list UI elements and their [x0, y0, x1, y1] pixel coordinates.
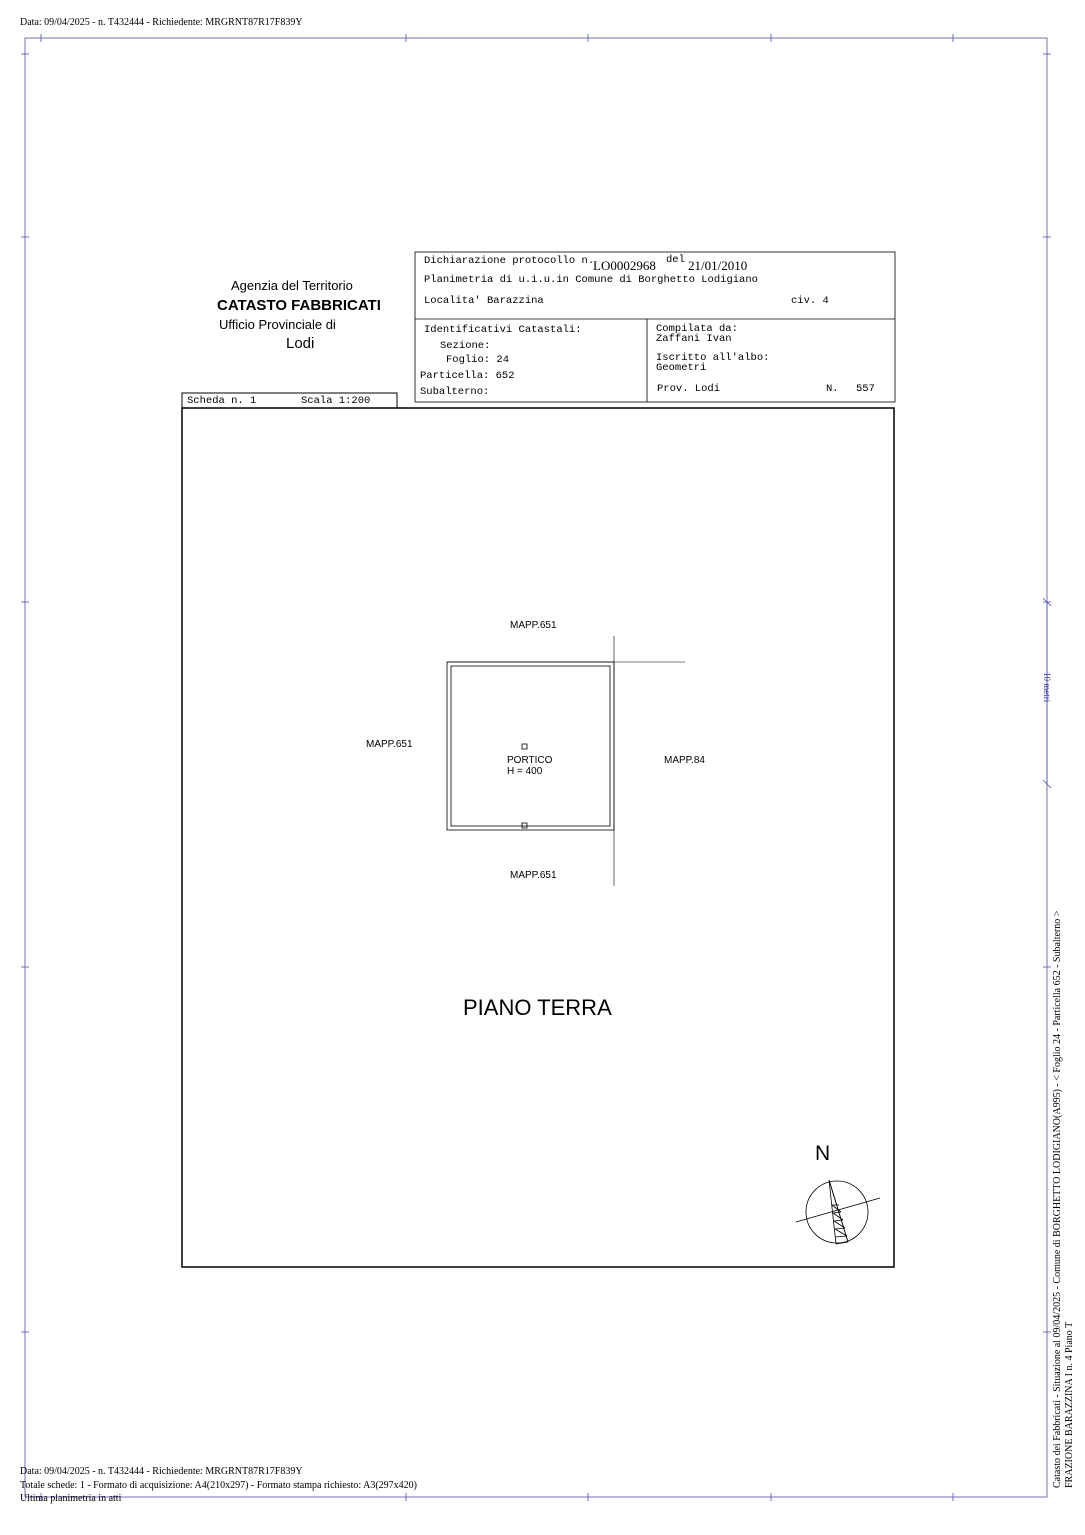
label-north-parcel: MAPP.651: [510, 620, 557, 631]
side-caption-line2: FRAZIONE BARAZZINA I n. 4 Piano T: [1064, 1321, 1075, 1488]
room-name: PORTICO: [507, 755, 553, 766]
date-label: del: [666, 254, 685, 266]
compass-north-label: N: [815, 1142, 831, 1165]
albo-n-label: N.: [826, 383, 839, 395]
drawing-frame: [182, 408, 894, 1267]
protocol-label: Dichiarazione protocollo n.: [424, 255, 595, 267]
subalterno: Subalterno:: [420, 386, 490, 398]
declaration-date: 21/01/2010: [688, 258, 748, 273]
property-lines: [447, 636, 685, 886]
footer-request-line: Data: 09/04/2025 - n. T432444 - Richiedente: MRGRNT87R17F839Y: [20, 1466, 303, 1477]
footer-format-line: Totale schede: 1 - Formato di acquisizione: A4(210x297) - Formato stampa richiesto: A3(297x420): [20, 1480, 417, 1491]
scale-ratio: Scala 1:200: [301, 395, 371, 407]
label-south-parcel: MAPP.651: [510, 870, 557, 881]
label-east-parcel: MAPP.84: [664, 755, 705, 766]
albo-value: Geometri: [656, 362, 707, 374]
portico-outline: [447, 662, 614, 830]
agency-name: Agenzia del Territorio: [231, 278, 353, 293]
header-request-line: Data: 09/04/2025 - n. T432444 - Richiedente: MRGRNT87R17F839Y: [20, 17, 303, 28]
compiler-label: Compilata da:: [656, 323, 738, 335]
identifiers-title: Identificativi Catastali:: [424, 324, 582, 336]
civic-number: civ. 4: [791, 295, 829, 307]
albo-n-value: 557: [856, 383, 875, 395]
prov-label: Prov. Lodi: [657, 383, 721, 395]
room-height: H = 400: [507, 766, 543, 777]
sezione: Sezione:: [440, 340, 491, 352]
albo-label: Iscritto all'albo:: [656, 352, 770, 364]
floor-label: PIANO TERRA: [463, 995, 612, 1020]
side-caption-line1: Catasto dei Fabbricati - Situazione al 09/04/2025 - Comune di BORGHETTO LODIGIANO(A995) - < Foglio 24 - Particella 652 - Subalterno >: [1052, 910, 1063, 1488]
scheda-number: Scheda n. 1: [187, 395, 257, 407]
agency-catasto: CATASTO FABBRICATI: [217, 297, 381, 314]
agency-office: Ufficio Provinciale di: [219, 317, 336, 332]
footer-last-plan: Ultima planimetria in atti: [20, 1493, 122, 1504]
protocol-number: LO0002968: [593, 258, 656, 273]
agency-province: Lodi: [286, 335, 315, 352]
compiler-name: Zaffani Ivan: [656, 333, 732, 345]
particella: Particella: 652: [420, 370, 515, 382]
locality: Localita' Barazzina: [424, 295, 544, 307]
label-west-parcel: MAPP.651: [366, 739, 413, 750]
planimetry-line: Planimetria di u.i.u.in Comune di Borghetto Lodigiano: [424, 274, 758, 286]
vertical-side-caption: [1052, 911, 1076, 1488]
north-compass: [796, 1180, 880, 1244]
foglio: Foglio: 24: [446, 354, 510, 366]
scale-bar-label: 10 metri: [1042, 672, 1052, 703]
